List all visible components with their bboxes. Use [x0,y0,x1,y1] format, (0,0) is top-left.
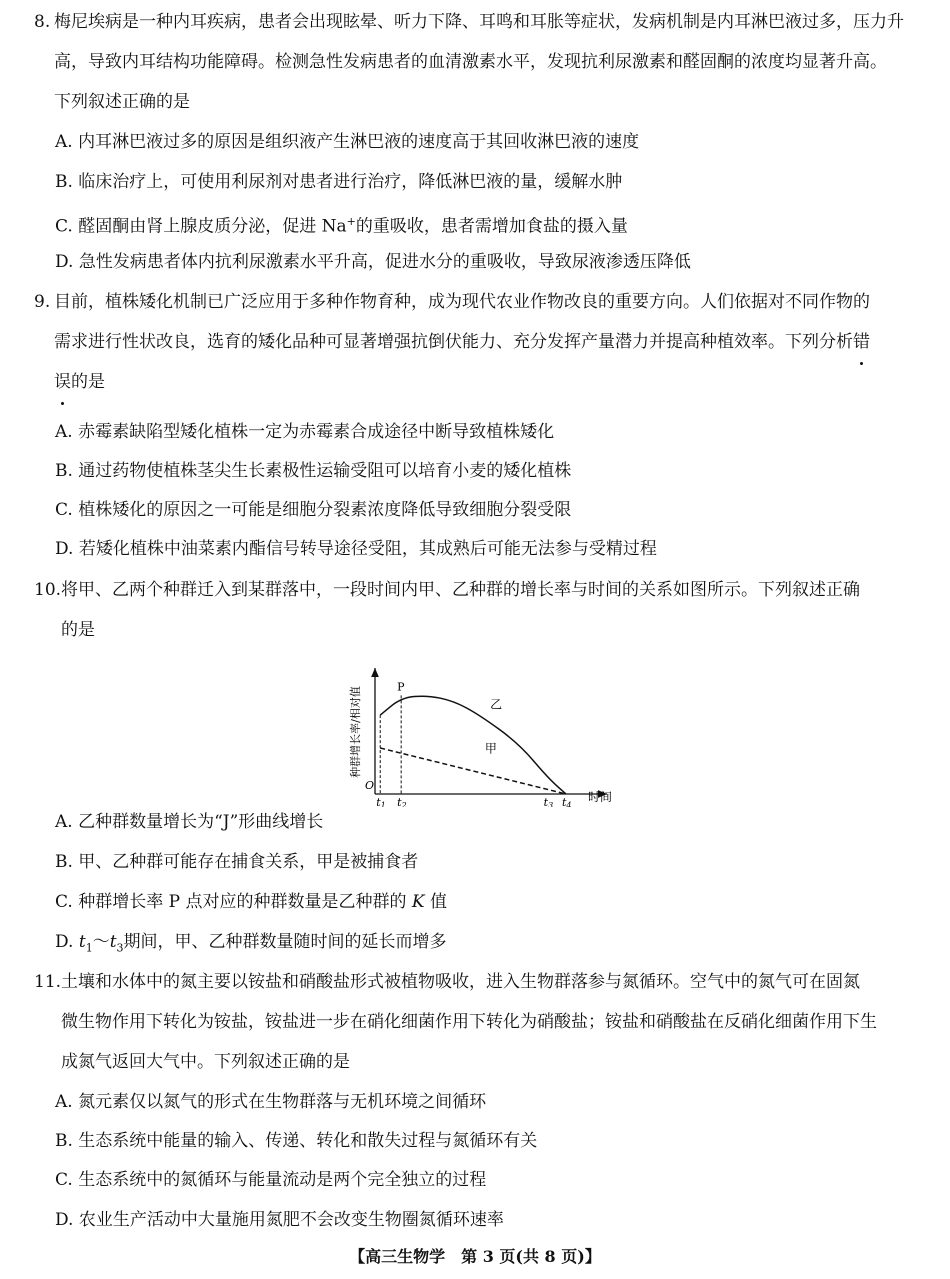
question-11 [34,962,920,1082]
italic-k: K [411,892,425,912]
option-text: ～ [92,932,110,952]
question-8 [34,2,920,122]
option-c[interactable] [55,882,915,922]
question-stem [61,570,920,650]
emphasis-char: 错 [853,322,870,362]
page-footer: 【高三生物学 第 3 页(共 8 页)】 [349,1247,601,1266]
stem-line: 目前，植株矮化机制已广泛应用于多种作物育种，成为现代农业作物改良的重要方向。人们依据对不同作物的 [54,292,870,312]
stem-line: 将甲、乙两个种群迁入到某群落中，一段时间内甲、乙种群的增长率与时间的关系如图所示。下列叙述正确 [61,580,860,600]
y-axis-label: 种群增长率/相对值 [349,686,362,778]
x-tick-label: t1 [376,796,386,807]
option-b[interactable]: B. 通过药物使植株茎尖生长素极性运输受阻可以培育小麦的矮化植株 [55,461,572,481]
x-tick-label: t3 [543,796,554,807]
option-text: D. [55,932,79,952]
option-text: C. 醛固酮由肾上腺皮质分泌，促进 Na [55,216,347,237]
option-text: 值 [424,892,447,912]
stem-line: 的是 [61,620,95,640]
stem-line: 高，导致内耳结构功能障碍。检测急性发病患者的血清激素水平，发现抗利尿激素和醛固酮的浓度均显著升高。 [54,52,887,72]
x-axis-label: 时间 [588,790,613,804]
question-stem [54,282,920,402]
option-text: C. 种群增长率 P 点对应的种群数量是乙种群的 [55,892,412,912]
question-9 [34,282,920,402]
option-a[interactable]: A. 氮元素仅以氮气的形式在生物群落与无机环境之间循环 [55,1092,487,1112]
option-text: 的重吸收，患者需增加食盐的摄入量 [355,216,628,237]
option-d[interactable]: D. 若矮化植株中油菜素内酯信号转导途径受阻，其成熟后可能无法参与受精过程 [55,539,657,559]
option-c[interactable]: C. 生态系统中的氮循环与能量流动是两个完全独立的过程 [55,1170,487,1190]
question-10 [34,570,920,650]
point-label-p: P [397,680,405,694]
origin-label: O [365,779,375,792]
option-text: 期间，甲、乙种群数量随时间的延长而增多 [123,932,447,952]
x-tick-label: t4 [561,796,572,807]
option-a[interactable]: A. 内耳淋巴液过多的原因是组织液产生淋巴液的速度高于其回收淋巴液的速度 [55,132,640,152]
option-b[interactable]: B. 生态系统中能量的输入、传递、转化和散失过程与氮循环有关 [55,1131,538,1151]
x-tick-label: t2 [397,796,407,807]
series-line-乙 [380,696,566,794]
option-d[interactable]: D. 急性发病患者体内抗利尿激素水平升高，促进水分的重吸收，导致尿液渗透压降低 [55,252,691,272]
series-line-甲 [380,748,566,794]
series-label-乙: 乙 [490,697,503,712]
subscript: 1 [85,941,93,955]
stem-text: 需求进行性状改良，选育的矮化品种可显著增强抗倒伏能力、充分发挥产量潜力并提高种植效率。下列分析 [54,332,853,352]
population-growth-chart [345,662,615,807]
t-symbol: t [78,932,86,952]
option-c[interactable] [55,202,915,247]
option-b[interactable]: B. 甲、乙种群可能存在捕食关系，甲是被捕食者 [55,852,419,872]
subscript: 3 [116,941,124,955]
option-a[interactable]: A. 赤霉素缺陷型矮化植株一定为赤霉素合成途径中断导致植株矮化 [55,422,555,442]
option-a[interactable]: A. 乙种群数量增长为“J”形曲线增长 [55,812,324,832]
stem-line: 梅尼埃病是一种内耳疾病，患者会出现眩晕、听力下降、耳鸣和耳胀等症状，发病机制是内耳淋巴液过多，压力升 [54,12,904,32]
series-label-甲: 甲 [484,741,497,756]
question-stem [54,2,920,122]
option-c[interactable]: C. 植株矮化的原因之一可能是细胞分裂素浓度降低导致细胞分裂受限 [55,500,572,520]
t-symbol: t [109,932,117,952]
question-number: 11. [34,972,62,992]
question-stem [61,962,920,1082]
emphasis-char: 误 [54,362,71,402]
question-number: 10. [34,580,62,600]
stem-line: 微生物作用下转化为铵盐，铵盐进一步在硝化细菌作用下转化为硝酸盐；铵盐和硝酸盐在反硝化细菌作用下生 [61,1012,877,1032]
stem-line [54,362,920,402]
question-number: 8. [34,12,51,32]
stem-line: 成氮气返回大气中。下列叙述正确的是 [61,1052,350,1072]
question-number: 9. [34,292,51,312]
stem-text: 的是 [71,372,105,392]
stem-line: 土壤和水体中的氮主要以铵盐和硝酸盐形式被植物吸收，进入生物群落参与氮循环。空气中的氮气可在固氮 [61,972,860,992]
stem-line: 下列叙述正确的是 [54,92,190,112]
stem-line [54,322,920,362]
option-b[interactable]: B. 临床治疗上，可使用利尿剂对患者进行治疗，降低淋巴液的量，缓解水肿 [55,172,623,192]
superscript: + [346,215,356,228]
option-d[interactable]: D. 农业生产活动中大量施用氮肥不会改变生物圈氮循环速率 [55,1210,504,1230]
